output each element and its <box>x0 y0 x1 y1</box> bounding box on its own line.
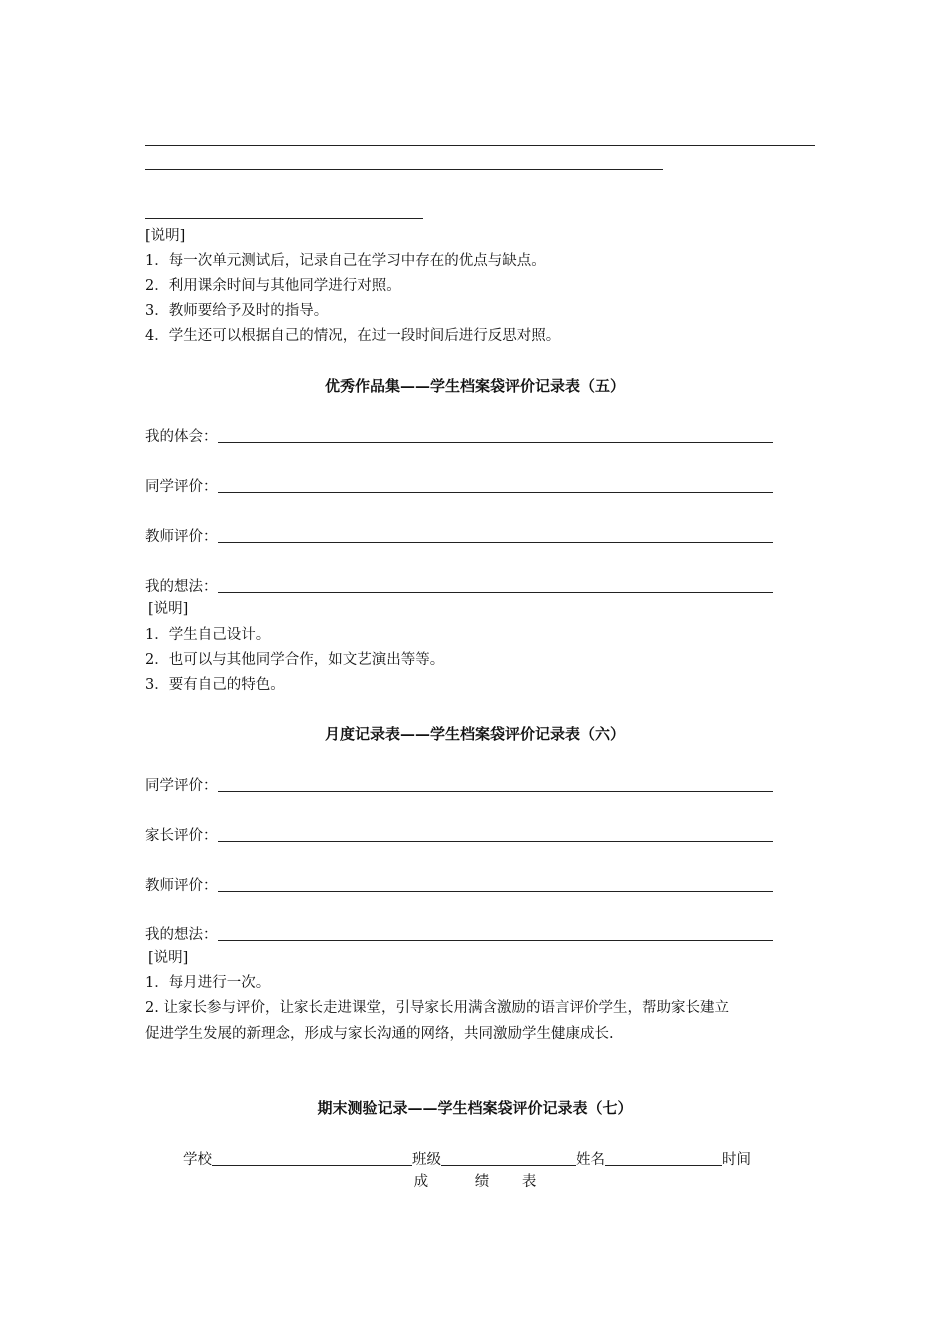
field-label: 家长评价： <box>145 828 218 844</box>
form-field <box>145 574 773 596</box>
score-title-char: 表 <box>521 1174 537 1190</box>
name-label: 姓名 <box>576 1152 605 1168</box>
time-label: 时间 <box>722 1152 751 1168</box>
field-blank-line <box>218 492 774 493</box>
score-title-char: 绩 <box>474 1174 490 1190</box>
note-item: 2. 让家长参与评价，让家长走进课堂，引导家长用满含激励的语言评价学生，帮助家长建立 <box>145 1000 729 1016</box>
notes-heading: [说明] <box>145 228 186 244</box>
note-item: 1．学生自己设计。 <box>145 627 271 643</box>
form-field <box>145 474 773 496</box>
field-blank-line <box>218 791 774 792</box>
class-blank-line <box>441 1165 576 1166</box>
school-blank-line <box>212 1165 412 1166</box>
form-field <box>145 524 773 546</box>
note-item: 2．也可以与其他同学合作，如文艺演出等等。 <box>145 652 445 668</box>
section-title: 期末测验记录——学生档案袋评价记录表（七） <box>317 1099 633 1117</box>
form-field <box>145 773 773 795</box>
section-title: 优秀作品集——学生档案袋评价记录表（五） <box>324 377 625 395</box>
score-title-char: 成 <box>413 1174 429 1190</box>
field-blank-line <box>218 940 774 941</box>
field-blank-line <box>218 442 774 443</box>
class-label: 班级 <box>412 1152 441 1168</box>
note-item: 1．每一次单元测试后，记录自己在学习中存在的优点与缺点。 <box>145 253 546 269</box>
blank-line <box>145 169 663 170</box>
field-label: 我的想法： <box>145 579 218 595</box>
field-blank-line <box>218 592 774 593</box>
blank-line <box>145 218 423 219</box>
field-label: 我的想法： <box>145 927 218 943</box>
field-label: 我的体会： <box>145 429 218 445</box>
blank-line <box>145 145 815 146</box>
form-field <box>145 424 773 446</box>
form-field <box>145 922 773 944</box>
note-item: 2．利用课余时间与其他同学进行对照。 <box>145 278 401 294</box>
field-blank-line <box>218 891 774 892</box>
field-label: 同学评价： <box>145 778 218 794</box>
note-item: 促进学生发展的新理念，形成与家长沟通的网络，共同激励学生健康成长. <box>145 1026 614 1042</box>
field-label: 教师评价： <box>145 878 218 894</box>
form-field <box>145 823 773 845</box>
field-label: 同学评价： <box>145 479 218 495</box>
score-table-title <box>0 1173 950 1191</box>
note-item: 3．要有自己的特色。 <box>145 677 285 693</box>
school-label: 学校 <box>183 1152 212 1168</box>
field-label: 教师评价： <box>145 529 218 545</box>
note-item: 1．每月进行一次。 <box>145 975 271 991</box>
section-title: 月度记录表——学生档案袋评价记录表（六） <box>324 725 625 743</box>
notes-heading: [说明] <box>148 950 189 966</box>
note-item: 4．学生还可以根据自己的情况，在过一段时间后进行反思对照。 <box>145 328 561 344</box>
student-info-row <box>183 1147 773 1169</box>
name-blank-line <box>605 1165 722 1166</box>
field-blank-line <box>218 841 774 842</box>
notes-heading: [说明] <box>148 601 189 617</box>
field-blank-line <box>218 542 774 543</box>
note-item: 3．教师要给予及时的指导。 <box>145 303 329 319</box>
form-field <box>145 873 773 895</box>
